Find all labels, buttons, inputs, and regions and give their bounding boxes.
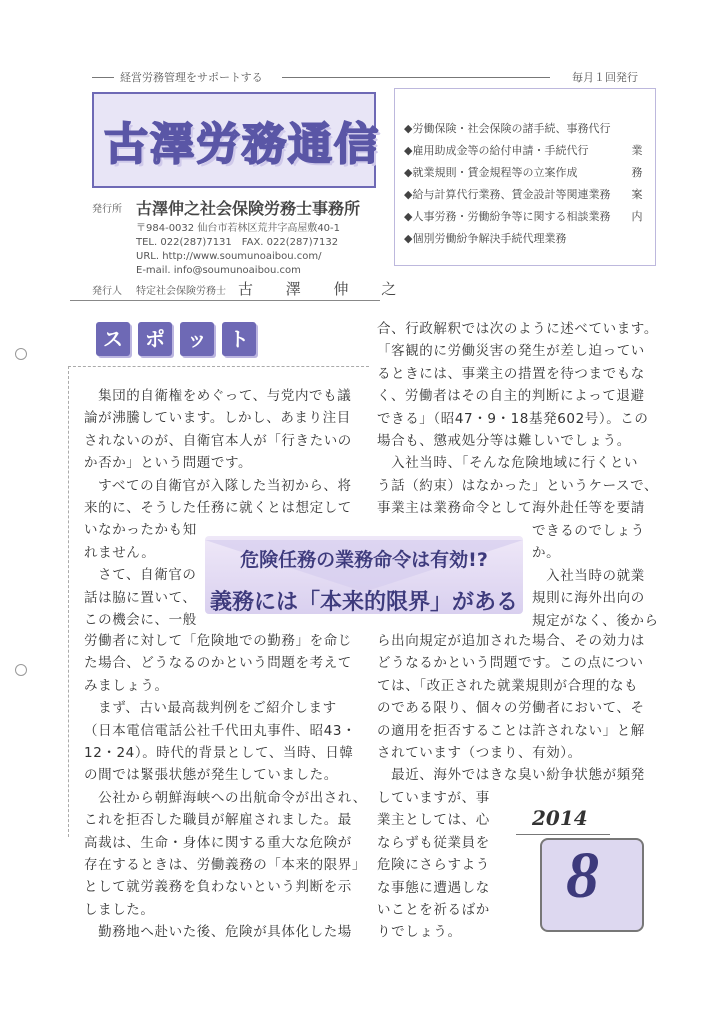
issue-month: 8: [566, 839, 599, 912]
text-line: として就労義務を負わないという判断を示: [84, 879, 352, 896]
service-item: ◆個別労働紛争解決手続代理業務: [404, 232, 567, 245]
text-line: れません。: [84, 545, 156, 561]
service-item: ◆給与計算代行業務、賃金設計等関連業務: [404, 188, 611, 201]
article-left-bottom: [84, 630, 374, 944]
text-line: ては、「改正された就業規則が合理的なも: [377, 677, 639, 694]
phone-line: TEL. 022(287)7131 FAX. 022(287)7132: [136, 237, 339, 248]
text-line: 場合も、懲戒処分等は難しいでしょう。: [377, 433, 631, 450]
text-line: く、労働者はその自主的判断によって退避: [377, 388, 645, 405]
text-line: 高裁は、生命・身体に関する重大な危険が: [84, 834, 352, 851]
service-item: ◆人事労務・労働紛争等に関する相談業務: [404, 210, 611, 223]
services-list: [404, 118, 610, 250]
text-line: 存在するときは、労働義務の「本来的限界」: [84, 857, 366, 874]
address-block: [136, 222, 340, 278]
spot-label-char: ス: [96, 322, 130, 356]
text-line: すべての自衛官が入隊した当初から、将: [84, 477, 352, 494]
text-line: （日本電信電話公社千代田丸事件、昭43・: [84, 722, 357, 739]
text-line: いなかったかも知: [84, 522, 197, 539]
text-line: う話（約束）はなかった」というケースで、: [377, 477, 659, 494]
text-line: されないのが、自衛官本人が「行きたいの: [84, 432, 352, 449]
email-line[interactable]: E-mail. info@soumunoaibou.com: [136, 265, 301, 276]
header-divider: [70, 300, 380, 301]
text-line: 集団的自衛権をめぐって、与党内でも議: [84, 388, 352, 404]
address-line: 〒984-0032 仙台市若林区荒井字高屋敷40-1: [136, 223, 341, 234]
header-rule-mid: [282, 77, 550, 78]
url-line[interactable]: URL. http://www.soumunoaibou.com/: [136, 251, 322, 262]
text-line: るときには、事業主の措置を待つまでもな: [377, 365, 645, 382]
article-left-narrow: [84, 542, 204, 632]
text-line: 合、行政解釈では次のように述べています。: [377, 321, 658, 337]
text-line: のである限り、個々の労働者において、そ: [377, 700, 645, 717]
text-line: 12・24）。時代的背景として、当時、日韓: [84, 745, 354, 762]
text-line: 論が沸騰しています。しかし、あまり注目: [84, 410, 351, 427]
text-line: の適用を拒否することは許されない」と解: [377, 722, 645, 739]
text-line: 入社当時の就業: [532, 567, 645, 584]
side-char: 業: [631, 144, 643, 157]
headline-primary: 危険任務の業務命令は有効!?: [240, 549, 488, 571]
text-line: していますが、事: [377, 790, 490, 806]
text-line: た場合、どうなるのかという問題を考えて: [84, 655, 352, 672]
binder-hole-bottom: [15, 664, 27, 676]
text-line: 話は脇に置いて、: [84, 589, 197, 606]
binder-hole-top: [15, 348, 27, 360]
side-char: 務: [631, 166, 643, 179]
text-line: 来的に、そうした任務に就くとは想定して: [84, 500, 352, 517]
text-line: 最近、海外ではきな臭い紛争状態が頻発: [377, 767, 645, 784]
text-line: ならずも従業員を: [377, 834, 490, 851]
article-left-top: [84, 385, 374, 542]
text-line: この機会に、一般: [84, 612, 197, 629]
service-item: ◆労働保険・社会保険の諸手続、事務代行: [404, 122, 611, 135]
headline-secondary: 義務には「本来的限界」がある: [209, 590, 518, 615]
header-rule-left: [92, 77, 114, 78]
article-right-bottom: [377, 787, 507, 944]
text-line: な事態に遭遇しな: [377, 879, 490, 896]
publisher-label: 発行所: [92, 204, 122, 215]
text-line: 事業主は業務命令として海外赴任等を要請: [377, 500, 645, 517]
tagline: 経営労務管理をサポートする: [120, 71, 263, 84]
services-side-label: [630, 140, 644, 228]
text-line: 規則に海外出向の: [532, 590, 645, 607]
text-line: 公社から朝鮮海峡への出航命令が出され、: [84, 789, 367, 806]
spot-label-char: ト: [222, 322, 256, 356]
text-line: 入社当時、「そんな危険地域に行くとい: [377, 455, 639, 472]
text-line: できるのでしょう: [532, 523, 645, 539]
text-line: 規定がなく、後から: [532, 612, 659, 629]
spot-label-char: ポ: [138, 322, 172, 356]
text-line: 「客観的に労働災害の発生が差し迫ってい: [377, 343, 645, 360]
side-char: 案: [631, 188, 643, 201]
service-item: ◆雇用助成金等の給付申請・手続代行: [404, 144, 589, 157]
office-name: 古澤伸之社会保険労務士事務所: [136, 199, 361, 218]
text-line: まず、古い最高裁判例をご紹介します: [84, 700, 337, 717]
text-line: の間では緊張状態が発生していました。: [84, 767, 338, 784]
representative-name: 古 澤 伸 之: [238, 280, 411, 298]
text-line: これを拒否した職員が解雇されました。最: [84, 812, 352, 829]
text-line: 労働者に対して「危険地での勤務」を命じ: [84, 633, 352, 649]
text-line: か。: [532, 545, 561, 562]
service-item: ◆就業規則・賃金規程等の立案作成: [404, 166, 578, 179]
article-right-top: [377, 318, 667, 520]
article-right-narrow: [532, 520, 672, 632]
text-line: どうなるかという問題です。この点につい: [377, 655, 644, 672]
text-line: 危険にさらすよう: [377, 857, 490, 874]
text-line: りでしょう。: [377, 924, 462, 941]
representative-title: 特定社会保険労務士: [136, 286, 226, 297]
text-line: さて、自衛官の: [84, 567, 197, 584]
text-line: ら出向規定が追加された場合、その効力は: [377, 633, 645, 649]
text-line: いことを祈るばか: [377, 902, 490, 919]
newsletter-title: 古澤労務通信: [104, 119, 380, 170]
article-right-mid: [377, 630, 667, 787]
spot-label-char: ッ: [180, 322, 214, 356]
representative-label: 発行人: [92, 286, 122, 297]
frequency: 毎月１回発行: [572, 71, 638, 84]
side-char: 内: [631, 210, 643, 223]
text-line: 業主としては、心: [377, 812, 490, 829]
text-line: しました。: [84, 901, 155, 918]
text-line: されています（つまり、有効）。: [377, 745, 582, 762]
text-line: できる」（昭47・9・18基発602号）。この: [377, 410, 649, 427]
year-underline: [516, 834, 610, 835]
issue-year: 2014: [532, 806, 588, 830]
text-line: 勤務地へ赴いた後、危険が具体化した場: [84, 924, 352, 941]
text-line: か否か」という問題です。: [84, 455, 253, 472]
text-line: みましょう。: [84, 677, 169, 694]
